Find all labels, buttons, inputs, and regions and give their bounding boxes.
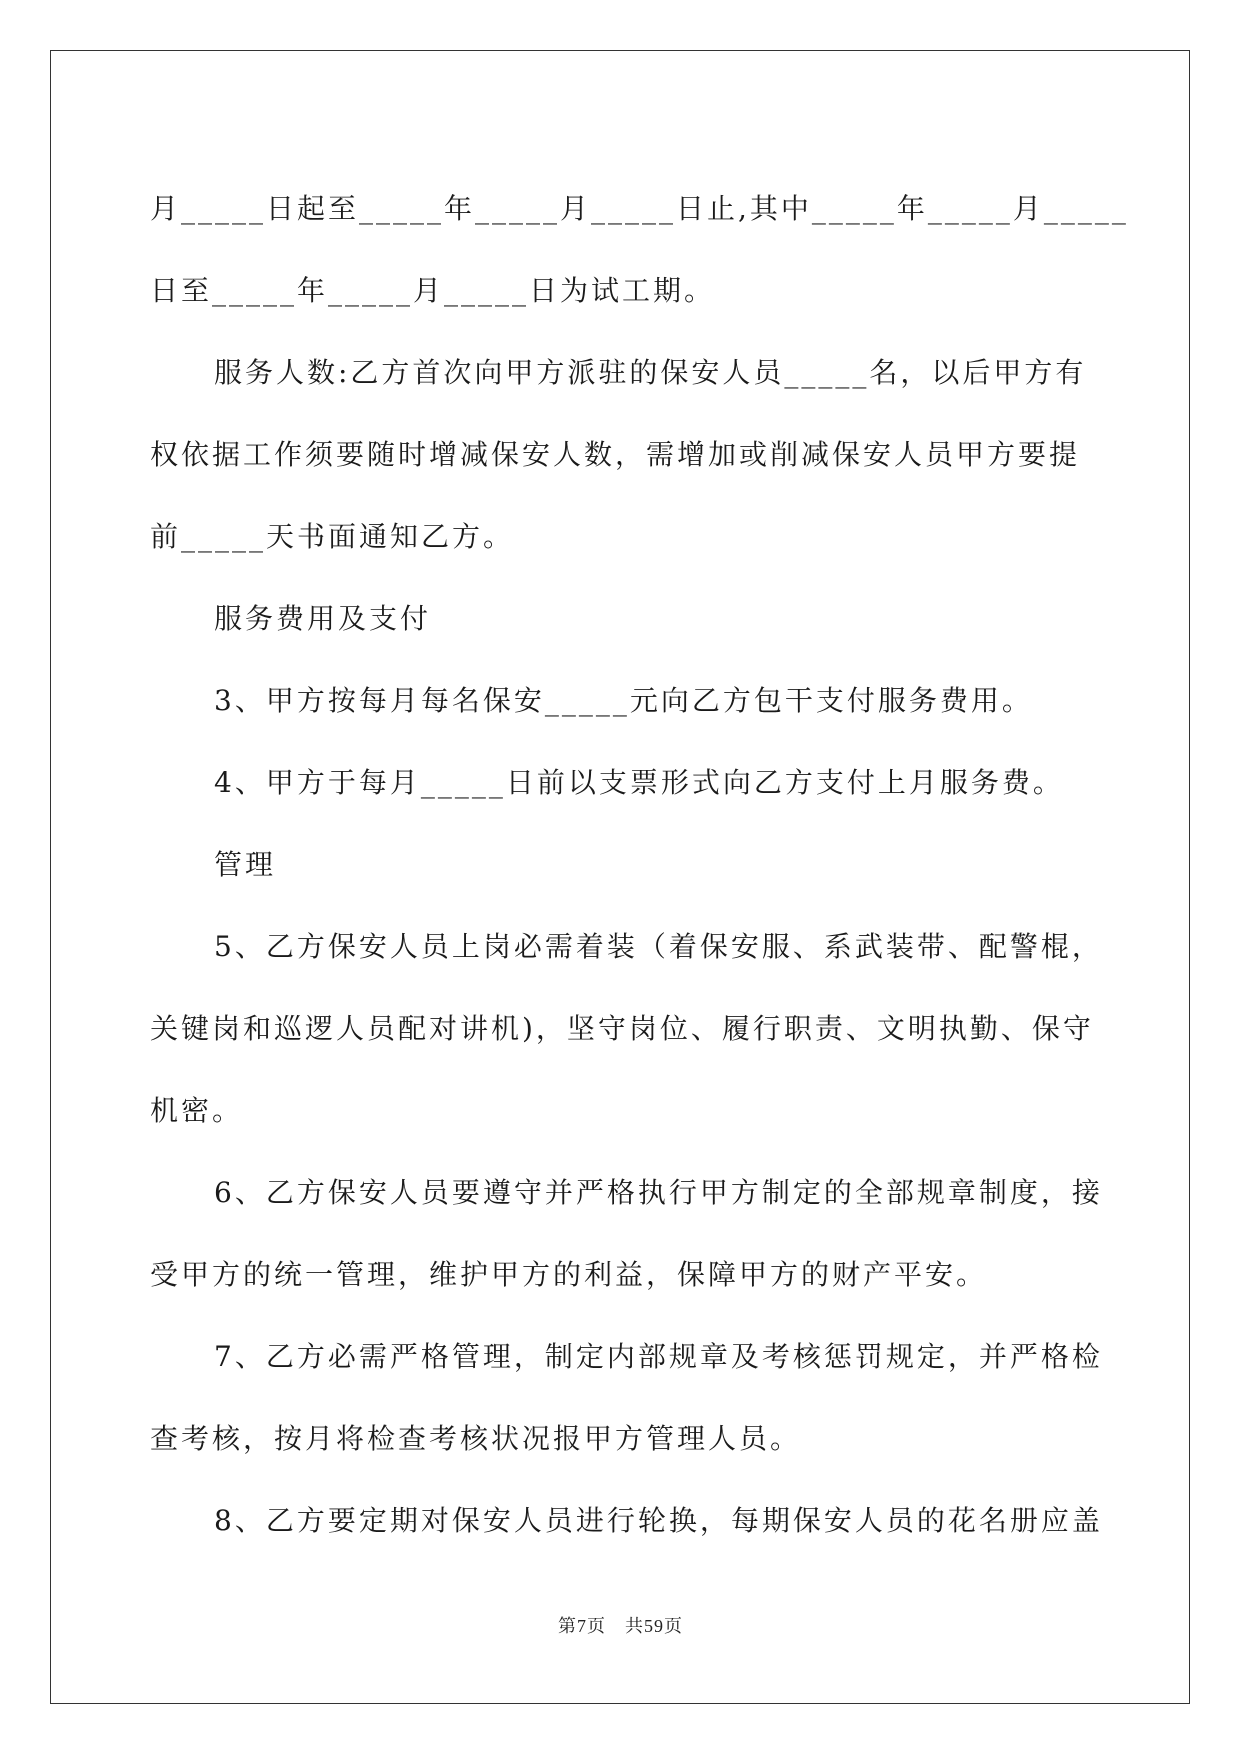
section-heading-fees: 服务费用及支付	[214, 602, 432, 635]
clause-6: 6、乙方保安人员要遵守并严格执行甲方制定的全部规章制度，接	[214, 1176, 1103, 1209]
text-line: 前_____天书面通知乙方。	[150, 520, 515, 553]
clause-4: 4、甲方于每月_____日前以支票形式向乙方支付上月服务费。	[214, 766, 1064, 799]
text-line: 受甲方的统一管理，维护甲方的利益，保障甲方的财产平安。	[150, 1258, 988, 1291]
text-line: 查考核，按月将检查考核状况报甲方管理人员。	[150, 1422, 802, 1455]
text-line: 关键岗和巡逻人员配对讲机)，坚守岗位、履行职责、文明执勤、保守	[150, 1012, 1094, 1045]
clause-8: 8、乙方要定期对保安人员进行轮换，每期保安人员的花名册应盖	[214, 1504, 1103, 1537]
page-number: 第7页 共59页	[558, 1616, 683, 1636]
text-line: 月_____日起至_____年_____月_____日止,其中_____年_____月_____	[150, 192, 1129, 225]
clause-3: 3、甲方按每月每名保安_____元向乙方包干支付服务费用。	[214, 684, 1033, 717]
clause-7: 7、乙方必需严格管理，制定内部规章及考核惩罚规定，并严格检	[214, 1340, 1103, 1373]
document-body	[150, 168, 1129, 1562]
text-line: 日至_____年_____月_____日为试工期。	[150, 274, 716, 307]
clause-5: 5、乙方保安人员上岗必需着装（着保安服、系武装带、配警棍，	[214, 930, 1103, 963]
section-heading-management: 管理	[214, 848, 277, 881]
text-line: 权依据工作须要随时增减保安人数，需增加或削减保安人员甲方要提	[150, 438, 1081, 471]
paragraph-service-headcount: 服务人数:乙方首次向甲方派驻的保安人员_____名，以后甲方有	[214, 356, 1087, 389]
text-line: 机密。	[150, 1094, 244, 1127]
